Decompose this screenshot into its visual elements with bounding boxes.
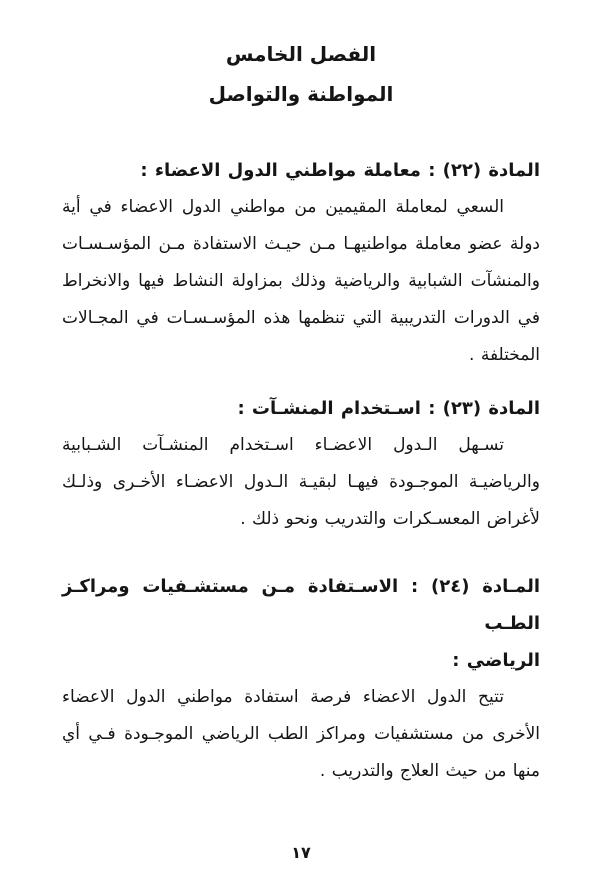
- article-24: [62, 568, 540, 790]
- chapter-subtitle: المواطنة والتواصل: [208, 82, 394, 106]
- article-24-heading-line: المـادة (٢٤) : الاسـتفادة مـن مستشـفيات ومراكـز الطـب: [62, 576, 540, 634]
- article-23-heading: [62, 390, 540, 427]
- article-24-body-line: الأخرى من مستشفيات ومراكز الطب الرياضي الموجـودة فـي أي: [62, 724, 540, 744]
- article-22-heading: [62, 152, 540, 189]
- article-23-body: [62, 427, 540, 538]
- article-22-heading-line: المادة (٢٢) : معاملة مواطني الدول الاعضاء :: [140, 160, 540, 181]
- article-22-body: [62, 189, 540, 374]
- article-22-body-line: دولة عضو معاملة مواطنيهـا مـن حيـث الاستفادة مـن المؤسـسـات: [62, 234, 540, 254]
- article-22-body-line: السعي لمعاملة المقيمين من مواطني الدول الاعضاء في أية: [62, 197, 504, 217]
- article-22-body-line: المختلفة .: [469, 345, 540, 365]
- chapter-header: [62, 40, 540, 108]
- article-23-heading-line: المادة (٢٣) : اسـتخدام المنشـآت :: [237, 398, 540, 419]
- article-24-body-line: تتيح الدول الاعضاء فرصة استفادة مواطني الدول الاعضاء: [62, 687, 504, 707]
- article-24-heading-line: الرياضي :: [452, 650, 540, 671]
- article-24-body: [62, 679, 540, 790]
- page-number: ١٧: [291, 843, 311, 862]
- article-23-body-line: تسـهل الـدول الاعضـاء اسـتخدام المنشـآت الشـبابية: [62, 435, 504, 455]
- article-22: [62, 152, 540, 374]
- article-23-body-line: لأغراض المعسـكرات والتدريب ونحو ذلك .: [240, 509, 540, 529]
- article-24-heading: [62, 568, 540, 679]
- article-22-body-line: في الدورات التدريبية التي تنظمها هذه المؤسـسـات في المجـالات: [62, 308, 540, 328]
- article-23-body-line: والرياضيـة الموجـودة فيهـا لبقيـة الـدول الاعضـاء الأخـرى وذلـك: [62, 472, 540, 492]
- article-22-body-line: والمنشآت الشبابية والرياضية وذلك بمزاولة النشاط فيها والانخراط: [62, 271, 540, 291]
- chapter-title: الفصل الخامس: [225, 42, 377, 66]
- article-23: [62, 390, 540, 538]
- article-24-body-line: منها من حيث العلاج والتدريب .: [319, 761, 540, 781]
